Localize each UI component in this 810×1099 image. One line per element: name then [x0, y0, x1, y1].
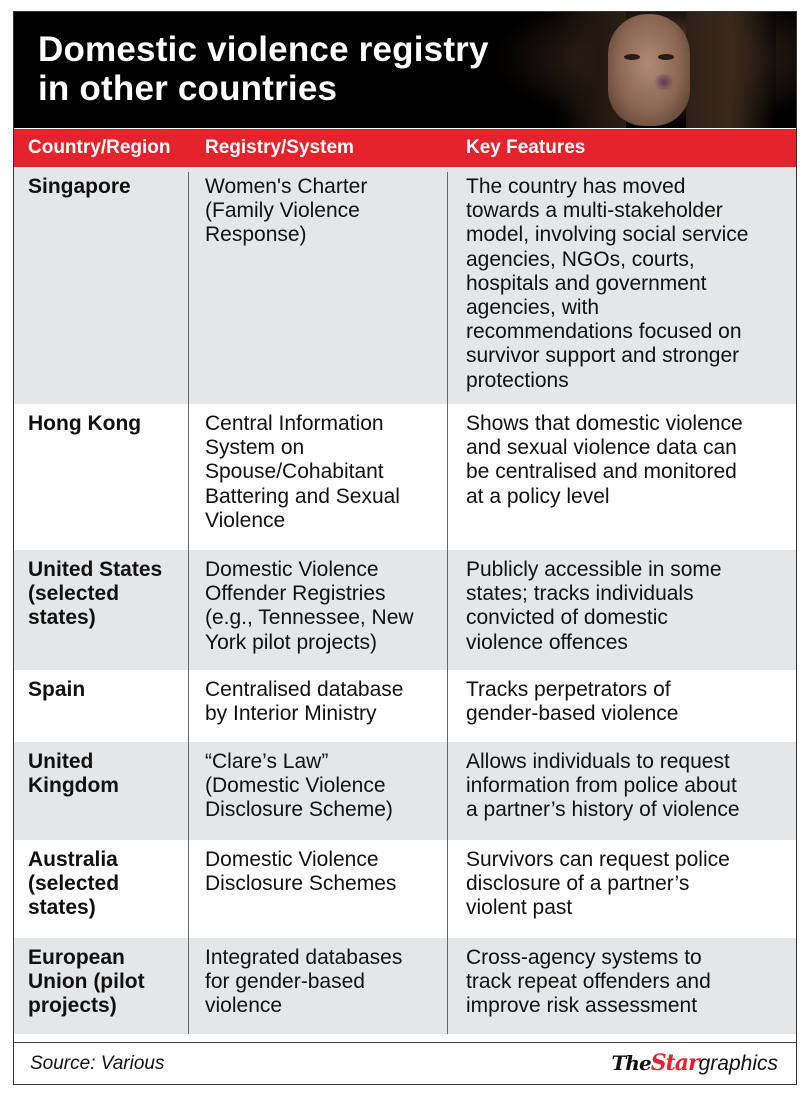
country-cell-line: Union (pilot	[28, 970, 145, 994]
source-note: Source: Various	[30, 1053, 165, 1074]
features-cell-line: improve risk assessment	[466, 994, 698, 1018]
table-row	[14, 938, 796, 1034]
table-row	[14, 167, 796, 404]
table-row	[14, 742, 796, 840]
system-cell-line: Response)	[205, 223, 307, 247]
country-cell-line: European	[28, 946, 125, 969]
features-cell-line: agencies, NGOs, courts,	[466, 247, 695, 271]
system-cell-line: Centralised database	[205, 678, 404, 701]
features-cell-line: protections	[466, 368, 569, 392]
country-cell	[28, 175, 186, 199]
country-cell-line: states)	[28, 606, 96, 630]
face-image	[608, 14, 690, 126]
features-cell	[466, 848, 786, 921]
features-cell-line: hospitals and government	[466, 271, 707, 295]
features-cell-line: Shows that domestic violence	[466, 412, 743, 435]
column-divider-1	[188, 172, 189, 1034]
country-cell-line: Hong Kong	[28, 412, 142, 435]
column-header-country: Country/Region	[28, 137, 171, 158]
system-cell-line: Battering and Sexual	[205, 484, 400, 508]
system-cell-line: Integrated databases	[205, 946, 403, 969]
country-cell-line: Australia	[28, 848, 118, 871]
system-cell-line: (e.g., Tennessee, New	[205, 606, 414, 630]
features-cell	[466, 175, 786, 393]
features-cell-line: be centralised and monitored	[466, 460, 737, 484]
system-cell-line: Central Information	[205, 412, 384, 435]
system-cell	[205, 750, 445, 823]
features-cell-line: information from police about	[466, 774, 737, 798]
country-cell-line: states)	[28, 896, 96, 920]
country-cell	[28, 558, 186, 631]
system-cell	[205, 175, 445, 248]
features-cell-line: survivor support and stronger	[466, 344, 740, 368]
features-cell-line: and sexual violence data can	[466, 436, 737, 460]
system-cell-line: by Interior Ministry	[205, 702, 377, 726]
features-cell-line: Tracks perpetrators of	[466, 678, 671, 701]
country-cell-line: Kingdom	[28, 774, 119, 798]
country-cell	[28, 750, 186, 798]
features-cell-line: violence offences	[466, 630, 628, 654]
thestar-graphics-logo: TheStargraphics	[611, 1050, 778, 1076]
country-cell-line: United	[28, 750, 94, 773]
column-divider-2	[447, 172, 448, 1034]
features-cell	[466, 558, 786, 655]
system-cell-line: Disclosure Scheme)	[205, 798, 393, 822]
system-cell-line: Violence	[205, 508, 286, 532]
features-cell-line: track repeat offenders and	[466, 970, 711, 994]
features-cell-line: at a policy level	[466, 484, 610, 508]
system-cell-line: Domestic Violence	[205, 848, 379, 871]
features-cell	[466, 412, 786, 509]
features-cell-line: violent past	[466, 896, 573, 920]
system-cell-line: York pilot projects)	[205, 630, 377, 654]
column-header-system: Registry/System	[205, 137, 354, 158]
features-cell-line: towards a multi-stakeholder	[466, 199, 723, 223]
country-cell-line: (selected	[28, 582, 120, 606]
table-row	[14, 670, 796, 742]
system-cell-line: (Domestic Violence	[205, 774, 386, 798]
country-cell-line: Spain	[28, 678, 86, 701]
country-cell-line: projects)	[28, 994, 117, 1018]
features-cell	[466, 678, 786, 726]
features-cell-line: Publicly accessible in some	[466, 558, 722, 581]
features-cell-line: states; tracks individuals	[466, 582, 694, 606]
system-cell-line: Spouse/Cohabitant	[205, 460, 384, 484]
system-cell-line: “Clare’s Law”	[205, 750, 329, 773]
features-cell-line: a partner’s history of violence	[466, 798, 740, 822]
features-cell	[466, 750, 786, 823]
country-cell	[28, 946, 186, 1019]
system-cell-line: Disclosure Schemes	[205, 872, 397, 896]
features-cell-line: gender-based violence	[466, 702, 679, 726]
features-cell-line: The country has moved	[466, 175, 686, 198]
table-row	[14, 404, 796, 550]
features-cell-line: convicted of domestic	[466, 606, 668, 630]
features-cell	[466, 946, 786, 1019]
table-row	[14, 550, 796, 670]
system-cell-line: violence	[205, 994, 283, 1018]
features-cell-line: recommendations focused on	[466, 320, 742, 344]
system-cell	[205, 946, 445, 1019]
country-cell-line: United States	[28, 558, 163, 581]
system-cell-line: Women's Charter	[205, 175, 368, 198]
system-cell	[205, 848, 445, 896]
features-cell-line: disclosure of a partner’s	[466, 872, 690, 896]
country-cell	[28, 678, 186, 702]
country-cell-line: (selected	[28, 872, 120, 896]
country-cell-line: Singapore	[28, 175, 131, 198]
features-cell-line: model, involving social service	[466, 223, 749, 247]
country-cell	[28, 848, 186, 921]
table-row	[14, 840, 796, 938]
system-cell	[205, 558, 445, 655]
page-title	[38, 30, 489, 108]
system-cell	[205, 678, 445, 726]
features-cell-line: agencies, with	[466, 296, 600, 320]
features-cell-line: Cross-agency systems to	[466, 946, 702, 969]
portrait-photo	[496, 12, 796, 128]
system-cell	[205, 412, 445, 533]
column-header-features: Key Features	[466, 137, 586, 158]
infographic-frame	[13, 11, 797, 1085]
column-header-bar	[14, 129, 796, 167]
country-cell	[28, 412, 186, 436]
system-cell-line: System on	[205, 436, 305, 460]
title-line-2: in other countries	[38, 69, 338, 108]
footer	[14, 1042, 796, 1085]
system-cell-line: (Family Violence	[205, 199, 360, 223]
features-cell-line: Survivors can request police	[466, 848, 730, 871]
system-cell-line: Domestic Violence	[205, 558, 379, 581]
system-cell-line: Offender Registries	[205, 582, 386, 606]
features-cell-line: Allows individuals to request	[466, 750, 730, 773]
system-cell-line: for gender-based	[205, 970, 365, 994]
title-line-1: Domestic violence registry	[38, 30, 489, 69]
header-banner	[14, 12, 796, 128]
